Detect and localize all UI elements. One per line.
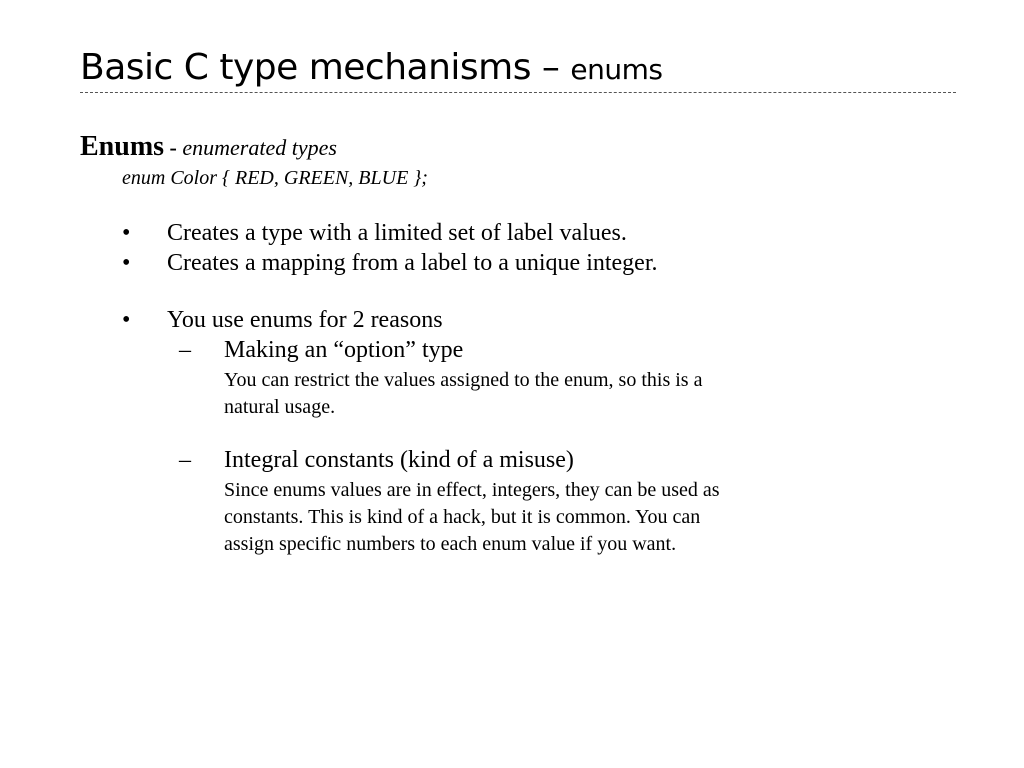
sub-bullet-note [224, 477, 720, 558]
bullet-text: Creates a mapping from a label to a unique integer. [167, 250, 658, 276]
slide-title [80, 44, 662, 94]
slide-title-small: enums [570, 53, 663, 86]
section-heading-main: Enums [80, 131, 165, 162]
bullet-mark: • [122, 220, 131, 246]
dash-mark: – [179, 447, 191, 473]
note-line: Since enums values are in effect, integers, they can be used as [224, 479, 720, 501]
bullet-text: You use enums for 2 reasons [167, 307, 443, 333]
note-line: assign specific numbers to each enum value if you want. [224, 533, 677, 555]
note-line: constants. This is kind of a hack, but it is common. You can [224, 506, 701, 528]
bullet-mark: • [122, 307, 131, 333]
dash-mark: – [179, 337, 191, 363]
sub-bullet-text: Integral constants (kind of a misuse) [224, 447, 574, 473]
code-example: enum Color { RED, GREEN, BLUE }; [122, 167, 428, 189]
sub-bullet-note [224, 367, 702, 421]
note-line: You can restrict the values assigned to the enum, so this is a [224, 369, 703, 391]
note-line: natural usage. [224, 396, 336, 418]
slide-title-main: Basic C type mechanisms – [80, 47, 571, 88]
bullet-text: Creates a type with a limited set of label values. [167, 220, 627, 246]
bullet-mark: • [122, 250, 131, 276]
section-heading [80, 130, 337, 165]
title-divider [80, 92, 956, 93]
section-heading-subtitle: enumerated types [182, 135, 337, 160]
sub-bullet-text: Making an “option” type [224, 337, 464, 363]
section-heading-separator: - [164, 135, 183, 160]
